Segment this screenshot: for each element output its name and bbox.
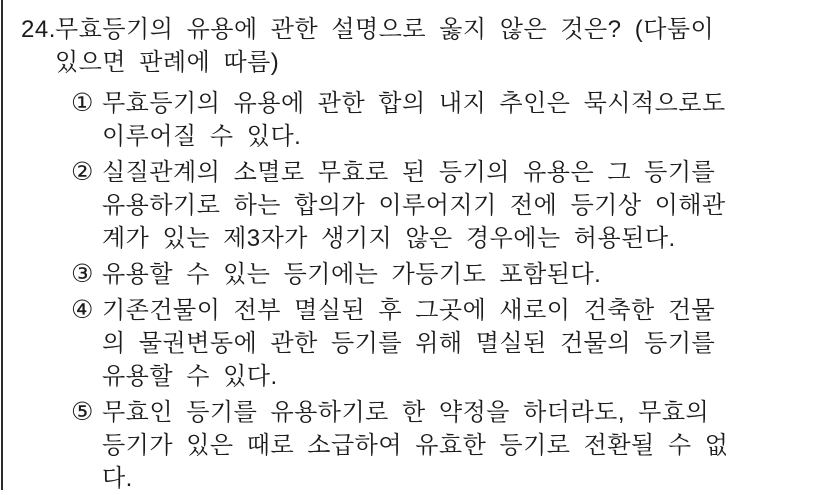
choice-text-line: 실질관계의 소멸로 무효로 된 등기의 유용은 그 등기를 (102, 159, 716, 186)
question-row (0, 13, 800, 79)
choice-4-marker: ④ (71, 296, 94, 324)
choice-text-line: 의 물권변동에 관한 등기를 위해 멸실된 건물의 등기를 (102, 330, 716, 357)
choice-text-line: 무효등기의 유용에 관한 합의 내지 추인은 묵시적으로도 (102, 90, 726, 117)
choice-text-line: 계가 있는 제3자가 생기지 않은 경우에는 허용된다. (102, 225, 676, 252)
choice-2-marker: ② (71, 158, 94, 186)
choice-4-text (102, 294, 800, 393)
choice-4 (71, 294, 800, 393)
choice-text-line: 유용하기로 하는 합의가 이루어지기 전에 등기상 이해관 (102, 192, 726, 219)
choice-2 (71, 156, 800, 255)
choice-1-marker: ① (71, 89, 94, 117)
question-number: 24. (21, 16, 56, 43)
choice-2-text (102, 156, 800, 255)
choice-text-line: 기존건물이 전부 멸실된 후 그곳에 새로이 건축한 건물 (102, 297, 716, 324)
choice-text-line: 등기가 있은 때로 소급하여 유효한 등기로 전환될 수 없 (102, 432, 729, 459)
choice-text-line: 무효인 등기를 유용하기로 한 약정을 하더라도, 무효의 (102, 399, 710, 426)
question-text-line: 무효등기의 유용에 관한 설명으로 옳지 않은 것은? (다툼이 (55, 16, 715, 43)
choice-text-line: 다. (102, 465, 133, 492)
exam-question-block (0, 13, 800, 495)
choice-5-marker: ⑤ (71, 398, 94, 426)
choice-3-marker: ③ (71, 260, 94, 288)
choices-list (71, 87, 800, 495)
choice-text-line: 유용할 수 있는 등기에는 가등기도 포함된다. (102, 261, 602, 288)
question-text-line: 있으면 판례에 따름) (55, 49, 280, 76)
choice-3-text (102, 258, 800, 291)
choice-1 (71, 87, 800, 153)
choice-1-text (102, 87, 800, 153)
question-text (55, 13, 800, 79)
choice-3 (71, 258, 800, 291)
choice-5-text (102, 396, 800, 495)
choice-text-line: 이루어질 수 있다. (102, 123, 302, 150)
choice-5 (71, 396, 800, 495)
choice-text-line: 유용할 수 있다. (102, 363, 278, 390)
